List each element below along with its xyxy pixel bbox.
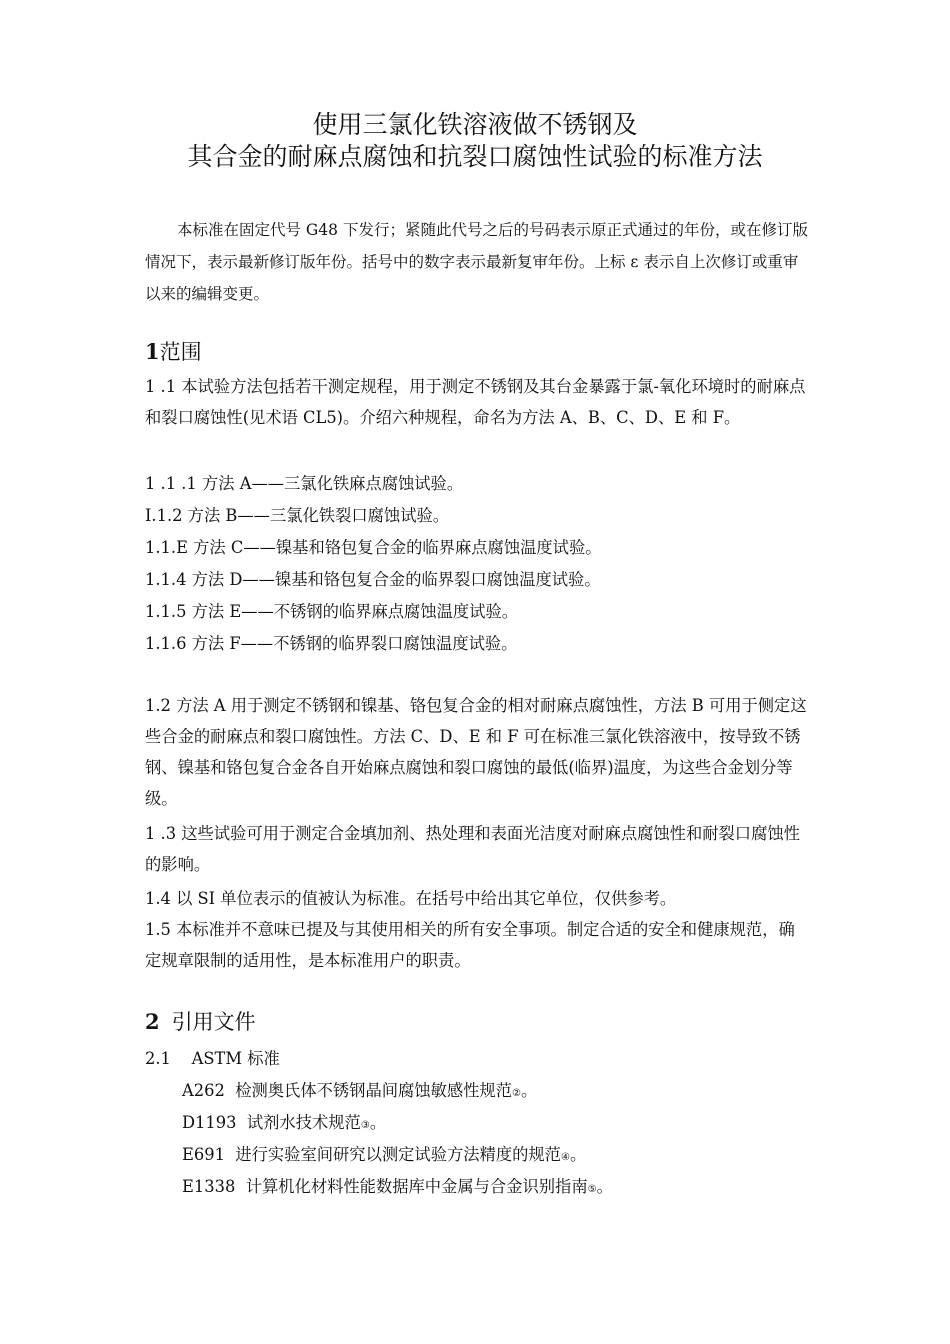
section-2-number: 2 — [145, 1009, 160, 1034]
reference-code: E691 — [182, 1145, 225, 1164]
footnote-marker: ② — [512, 1088, 521, 1099]
reference-code: E1338 — [182, 1177, 236, 1196]
section-2-heading — [145, 1008, 256, 1036]
reference-item — [182, 1139, 586, 1173]
footnote-marker: ⑤ — [587, 1184, 597, 1195]
section-2-title: 引用文件 — [171, 1010, 256, 1034]
section-1-title: 范围 — [159, 340, 202, 364]
list-item-1-1-3: 1.1.E 方法 C——镍基和铬包复合金的临界麻点腐蚀温度试验。 — [145, 538, 602, 557]
reference-text: 计算机化材料性能数据库中金属与合金识别指南 — [245, 1177, 588, 1196]
subsection-2-1: 2.1 ASTM 标准 — [145, 1049, 280, 1068]
list-item-1-1-6: 1.1.6 方法 F——不锈钢的临界裂口腐蚀温度试验。 — [145, 634, 518, 653]
reference-end: 。 — [569, 1145, 587, 1164]
reference-item — [182, 1107, 386, 1141]
reference-end: 。 — [596, 1177, 613, 1196]
title-line-2: 其合金的耐麻点腐蚀和抗裂口腐蚀性试验的标准方法 — [187, 142, 763, 171]
section-1-number: 1 — [145, 339, 160, 364]
reference-end: 。 — [520, 1081, 538, 1100]
paragraph-1-4: 1.4 以 SI 单位表示的值被认为标准。在括号中给出其它单位，仅供参考。 — [145, 889, 677, 908]
preface-paragraph: 本标准在固定代号 G48 下发行；紧随此代号之后的号码表示原正式通过的年份，或在修订版情况下，表示最新修订版年份。括号中的数字表示最新复审年份。上标 ε 表示自上次修订或重审以来的编辑变更。 — [145, 221, 808, 303]
paragraph-1-1: 1 .1 本试验方法包括若干测定规程，用于测定不锈钢及其台金暴露于氯-氧化环境时的耐麻点和裂口腐蚀性(见术语 CL5)。介绍六种规程，命名为方法 A、B、C、D、E 和 F。 — [145, 377, 806, 427]
reference-item — [182, 1171, 613, 1205]
footnote-marker: ④ — [560, 1152, 570, 1163]
reference-code: D1193 — [182, 1113, 237, 1132]
reference-text: 试剂水技术规范 — [246, 1113, 361, 1132]
title-line-1: 使用三氯化铁溶液做不锈钢及 — [312, 110, 638, 139]
list-item-1-1-1: 1 .1 .1 方法 A——三氯化铁麻点腐蚀试验。 — [145, 474, 464, 493]
list-item-1-1-2: I.1.2 方法 B——三氯化铁裂口腐蚀试验。 — [145, 506, 450, 525]
list-item-1-1-4: 1.1.4 方法 D——镍基和铬包复合金的临界裂口腐蚀温度试验。 — [145, 570, 601, 589]
list-item-1-1-5: 1.1.5 方法 E——不锈钢的临界麻点腐蚀温度试验。 — [145, 602, 519, 621]
paragraph-1-5: 1.5 本标准并不意味已提及与其使用相关的所有安全事项。制定合适的安全和健康规范，确定规章限制的适用性，是本标准用户的职责。 — [145, 920, 795, 970]
reference-end: 。 — [369, 1113, 387, 1132]
section-1-heading — [145, 338, 202, 366]
reference-code: A262 — [182, 1081, 225, 1100]
reference-text: 检测奥氏体不锈钢晶间腐蚀敏感性规范 — [235, 1081, 512, 1100]
reference-text: 进行实验室间研究以测定试验方法精度的规范 — [235, 1145, 561, 1164]
reference-item — [182, 1075, 537, 1109]
footnote-marker: ③ — [360, 1120, 370, 1131]
paragraph-1-2: 1.2 方法 A 用于测定不锈钢和镍基、铬包复合金的相对耐麻点腐蚀性，方法 B 可用于侧定这些合金的耐麻点和裂口腐蚀性。方法 C、D、E 和 F 可在标准三氯化铁溶液中，按导致不锈钢、镍基和铬包复合金各自开始麻点腐蚀和裂口腐蚀的最低(临界)温度，为这些合金划分等级。 — [145, 696, 807, 808]
paragraph-1-3: 1 .3 这些试验可用于测定合金填加剂、热处理和表面光洁度对耐麻点腐蚀性和耐裂口腐蚀性的影响。 — [145, 824, 800, 874]
